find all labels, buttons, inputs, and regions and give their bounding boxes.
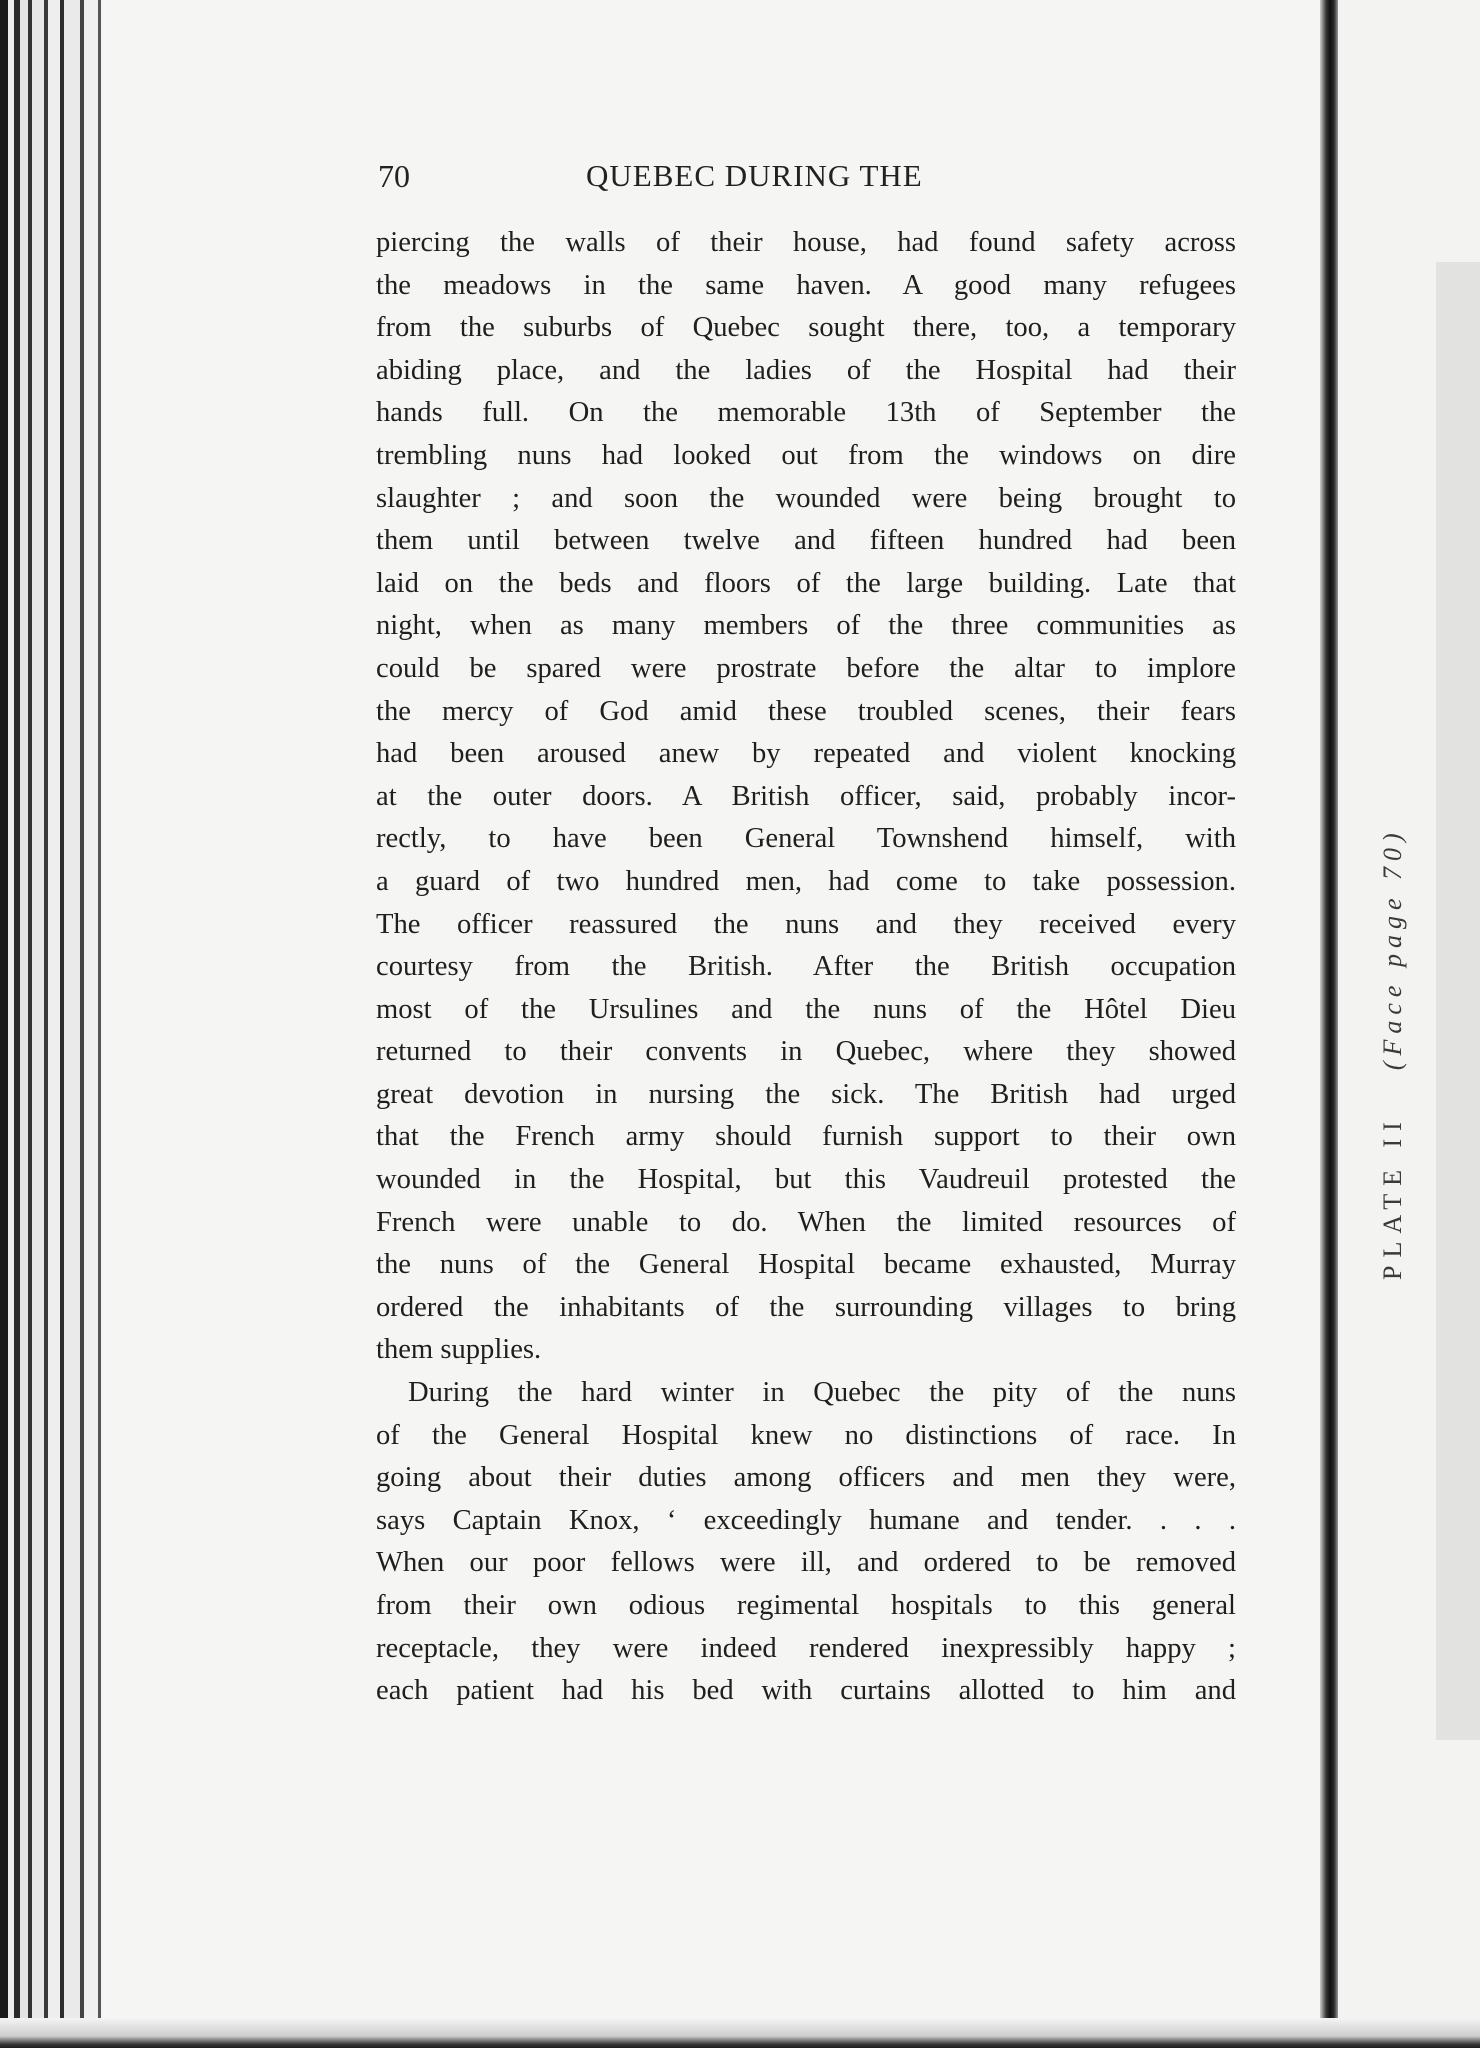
text-line: piercing the walls of their house, had found safety across bbox=[376, 227, 1236, 258]
text-line: French were unable to do. When the limited resources of bbox=[376, 1206, 1236, 1238]
book-gutter bbox=[1320, 0, 1338, 2030]
text-line: When our poor fellows were ill, and ordered to be removed bbox=[376, 1547, 1236, 1579]
text-line: The officer reassured the nuns and they received every bbox=[376, 908, 1236, 940]
text-line: courtesy from the British. After the British occupation bbox=[376, 951, 1236, 983]
running-head-title: QUEBEC DURING THE bbox=[586, 158, 923, 193]
running-head bbox=[378, 158, 1234, 202]
text-line: wounded in the Hospital, but this Vaudreuil protested the bbox=[376, 1164, 1236, 1196]
book-bottom-edge bbox=[0, 2018, 1480, 2048]
text-line: them until between twelve and fifteen hundred had been bbox=[376, 525, 1236, 557]
text-line: each patient had his bed with curtains allotted to him and bbox=[376, 1675, 1236, 1707]
body-text bbox=[376, 222, 1236, 1713]
text-line: had been aroused anew by repeated and violent knocking bbox=[376, 738, 1236, 770]
text-line: night, when as many members of the three communities as bbox=[376, 610, 1236, 642]
plate-page-reference: (Face page 70) bbox=[1378, 827, 1407, 1071]
page-number: 70 bbox=[378, 158, 410, 194]
text-line: During the hard winter in Quebec the pity of the nuns bbox=[408, 1377, 1236, 1409]
text-line: receptacle, they were indeed rendered inexpressibly happy ; bbox=[376, 1632, 1236, 1664]
text-line: the nuns of the General Hospital became exhausted, Murray bbox=[376, 1249, 1236, 1281]
text-line: of the General Hospital knew no distinctions of race. In bbox=[376, 1419, 1236, 1451]
text-line: from their own odious regimental hospitals to this general bbox=[376, 1590, 1236, 1621]
text-line: the mercy of God amid these troubled scenes, their fears bbox=[376, 695, 1236, 727]
text-line: going about their duties among officers and men they were, bbox=[376, 1462, 1236, 1494]
text-line: laid on the beds and floors of the large building. Late that bbox=[376, 567, 1236, 599]
plate-tissue-guard bbox=[1436, 262, 1480, 1740]
paragraph bbox=[376, 1372, 1236, 1713]
text-line: ordered the inhabitants of the surrounding villages to bring bbox=[376, 1291, 1236, 1323]
text-line: most of the Ursulines and the nuns of the Hôtel Dieu bbox=[376, 993, 1236, 1025]
text-line: that the French army should furnish support to their own bbox=[376, 1121, 1236, 1153]
text-line: returned to their convents in Quebec, where they showed bbox=[376, 1036, 1236, 1068]
text-line: says Captain Knox, ‘ exceedingly humane and tender. . . . bbox=[376, 1504, 1236, 1536]
plate-figure-label: PLATE II bbox=[1378, 1114, 1407, 1280]
text-line: at the outer doors. A British officer, said, probably incor- bbox=[376, 780, 1236, 812]
text-line: from the suburbs of Quebec sought there, too, a temporary bbox=[376, 312, 1236, 344]
text-line: trembling nuns had looked out from the windows on dire bbox=[376, 439, 1236, 471]
plate-caption bbox=[1378, 827, 1408, 1280]
book-page-edges bbox=[0, 0, 110, 2048]
text-line: slaughter ; and soon the wounded were being brought to bbox=[376, 482, 1236, 514]
paragraph bbox=[376, 222, 1236, 1372]
text-line: rectly, to have been General Townshend himself, with bbox=[376, 823, 1236, 855]
text-line: hands full. On the memorable 13th of September the bbox=[376, 397, 1236, 429]
text-line: them supplies. bbox=[376, 1334, 542, 1366]
text-line: abiding place, and the ladies of the Hospital had their bbox=[376, 354, 1236, 386]
text-line: could be spared were prostrate before the altar to implore bbox=[376, 652, 1236, 684]
text-line: the meadows in the same haven. A good many refugees bbox=[376, 269, 1236, 301]
text-line: great devotion in nursing the sick. The British had urged bbox=[376, 1078, 1236, 1110]
text-line: a guard of two hundred men, had come to take possession. bbox=[376, 865, 1236, 897]
